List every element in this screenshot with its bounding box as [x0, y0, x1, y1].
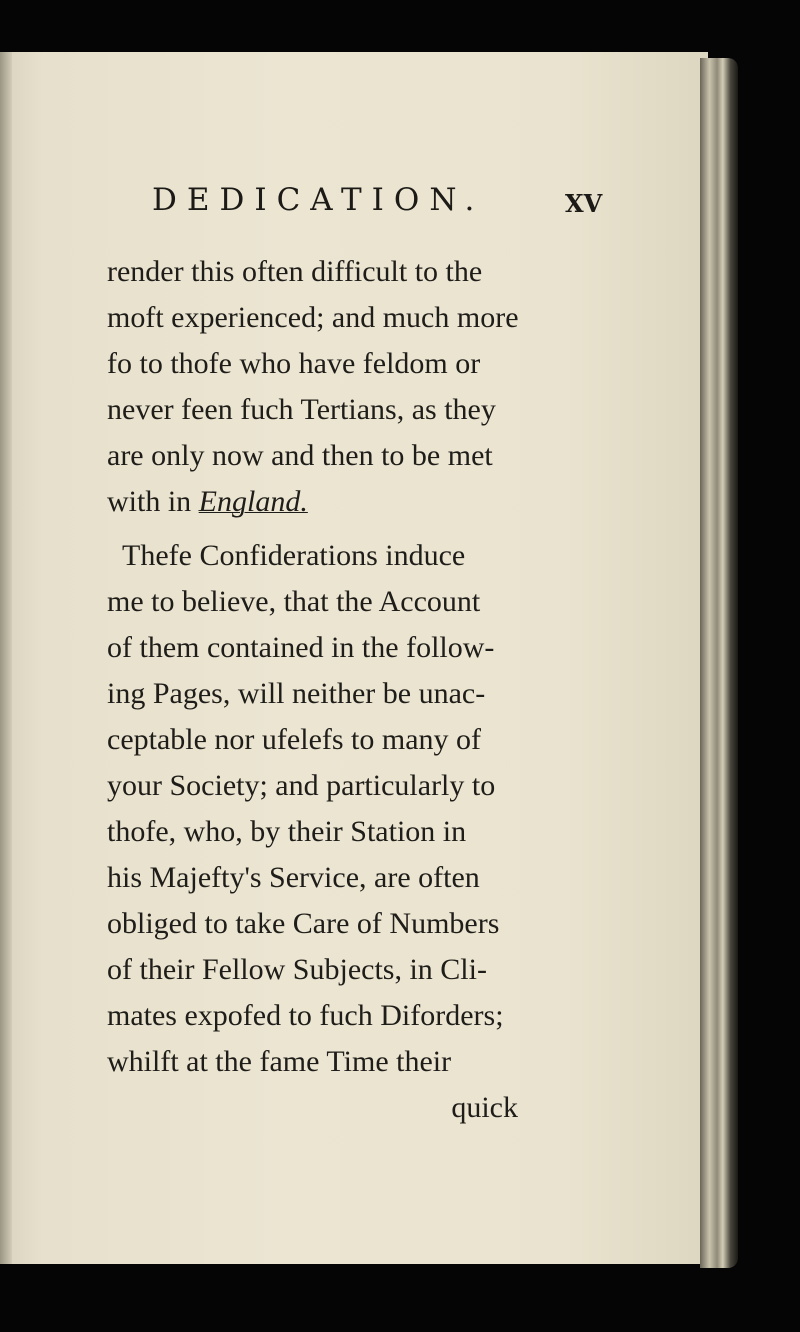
text-line: never feen fuch Tertians, as they	[107, 393, 496, 426]
page-right-edge	[700, 58, 738, 1268]
running-head: DEDICATION.	[152, 182, 485, 218]
text-line: of them contained in the follow-	[107, 631, 495, 664]
text-line: render this often difficult to the	[107, 255, 483, 288]
text-line: mates expofed to fuch Diforders;	[107, 999, 504, 1032]
text-line: are only now and then to be met	[107, 439, 493, 472]
text-line: Thefe Confiderations induce	[122, 539, 466, 572]
text-line: thofe, who, by their Station in	[107, 815, 467, 848]
text-line: me to believe, that the Account	[107, 585, 481, 618]
text-line: of their Fellow Subjects, in Cli-	[107, 953, 487, 986]
page-number: XV	[565, 189, 603, 218]
text-line: ing Pages, will neither be unac-	[107, 677, 486, 710]
page-left-edge	[0, 52, 12, 1264]
text-segment: with in	[107, 485, 192, 518]
text-line: moft experienced; and much more	[107, 301, 519, 334]
text-line: your Society; and particularly to	[107, 769, 496, 802]
text-line: fo to thofe who have feldom or	[107, 347, 481, 380]
italic-place-name: England.	[198, 485, 308, 518]
text-line: ceptable nor ufelefs to many of	[107, 723, 482, 756]
text-line: obliged to take Care of Numbers	[107, 907, 500, 940]
catchword: quick	[451, 1091, 518, 1124]
text-line-last	[107, 484, 308, 520]
text-line: whilft at the fame Time their	[107, 1045, 452, 1078]
text-line: his Majefty's Service, are often	[107, 861, 480, 894]
